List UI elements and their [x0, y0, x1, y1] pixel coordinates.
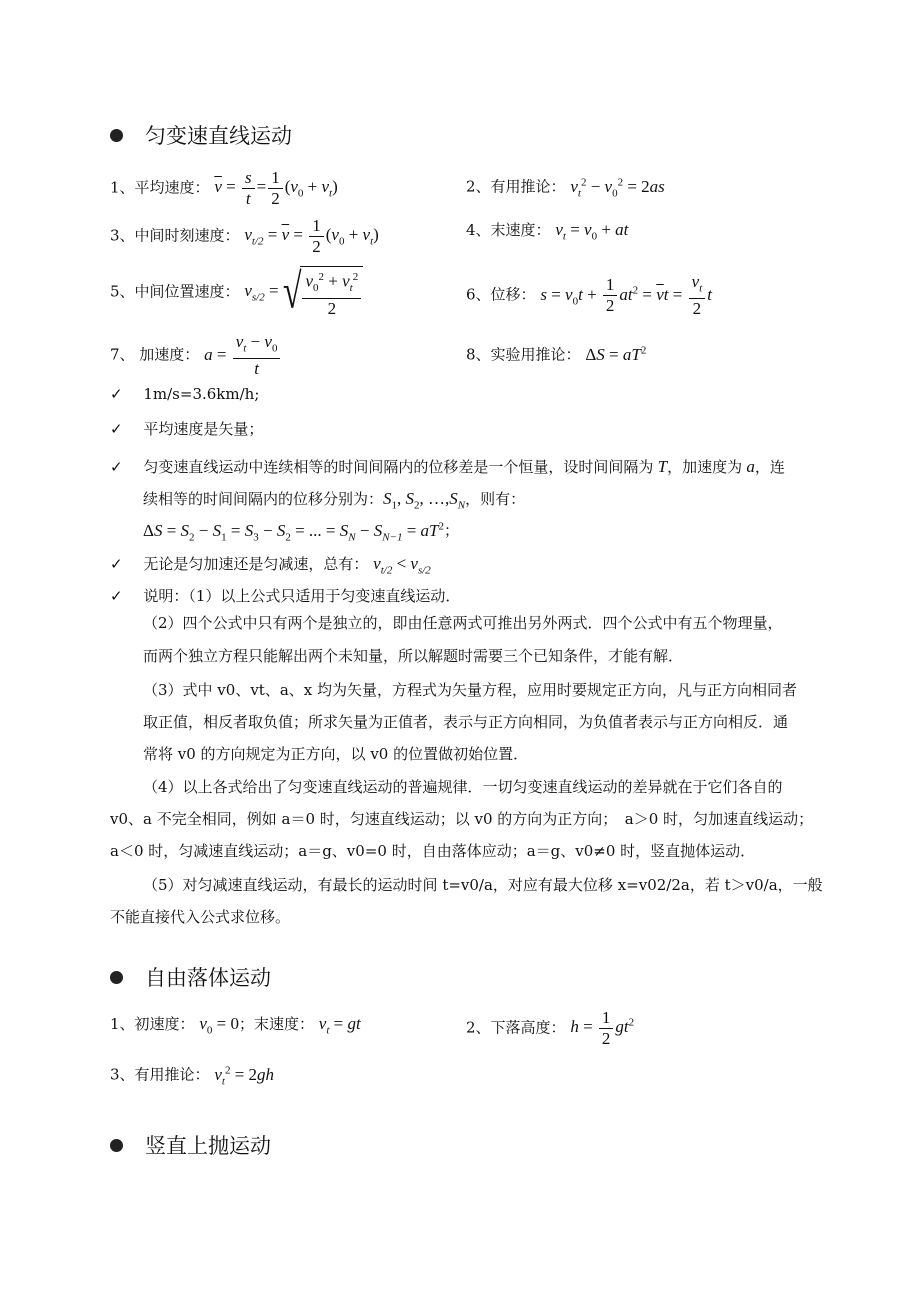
check-item-continued: 续相等的时间间隔内的位移分别为：$S_1$, $S_2$, $\dots,S_N$，则有： [143, 489, 526, 512]
bullet-icon [110, 971, 123, 984]
formula-label: 3、中间时刻速度： [110, 226, 240, 245]
note-line: a＜0 时，匀减速直线运动；a＝g、v0=0 时，自由落体应动；a＝g、v0≠0 时，竖直抛体运动． [110, 842, 756, 860]
section-heading [110, 1130, 271, 1160]
formula-label: 7、 加速度： [110, 345, 200, 364]
section-title: 自由落体运动 [145, 966, 271, 990]
checkmark-icon: ✓ [110, 385, 123, 403]
section-heading [110, 962, 271, 992]
bullet-icon [110, 129, 123, 142]
check-item: ✓ 说明：（1）以上公式只适用于匀变速直线运动． [110, 587, 461, 605]
check-item: ✓ 无论是匀加速还是匀减速，总有： $v_{t/2} < v_{s/2}$ [110, 554, 431, 577]
formula-label: 6、位移： [466, 285, 536, 304]
formula-average-velocity: 1、平均速度： $\overline{v}$ = $\frac{s}{t}$ = $\frac{1}{2}$ $(v_0 + v_t)$ [110, 168, 338, 208]
checkmark-icon: ✓ [110, 587, 123, 605]
formula-final-velocity: 4、末速度： $v_t = v_0$ + at [466, 220, 629, 243]
note-line: （2）四个公式中只有两个是独立的，即由任意两式可推出另外两式．四个公式中有五个物理量， [143, 614, 783, 632]
note-line: 取正值，相反者取负值；所求矢量为正值者，表示与正方向相同，为负值者表示与正方向相反．通 [143, 713, 789, 731]
section-heading [110, 120, 292, 150]
checkmark-icon: ✓ [110, 458, 123, 476]
check-item: ✓ 平均速度是矢量； [110, 420, 264, 438]
formula-displacement: 6、位移： $s = v_0t$ + $\frac{1}{2}$ $at^2 = \overline{v}t$ = $\frac{v_t}{2}$ t [466, 272, 712, 319]
formula-label: 8、实验用推论： [466, 345, 581, 364]
bullet-icon [110, 1139, 123, 1152]
check-item: ✓ 匀变速直线运动中连续相等的时间间隔内的位移差是一个恒量，设时间间隔为 T，加速度为 a，连 [110, 457, 785, 476]
formula-freefall-inference: 3、有用推论： $v_t^2 = 2gh$ [110, 1064, 275, 1088]
note-line: 常将 v0 的方向规定为正方向，以 v0 的位置做初始位置． [143, 745, 529, 763]
note-line: （3）式中 v0、vt、a、x 均为矢量，方程式为矢量方程，应用时要规定正方向，凡与正方向相同者 [143, 681, 798, 699]
formula-label: 5、中间位置速度： [110, 282, 240, 301]
formula-initial-final-velocity: 1、初速度： $v_0 = 0$；末速度： $v_t$ = gt [110, 1014, 361, 1037]
note-line: 而两个独立方程只能解出两个未知量，所以解题时需要三个已知条件，才能有解． [143, 647, 684, 665]
formula-useful-inference: 2、有用推论： $v_t^2 - v_0^2 = 2as$ [466, 176, 665, 200]
formula-difference-chain: $\Delta S = S_2 - S_1 = S_3 - S_2$ = ... = $S_N - S_{N-1} = aT^2$； [143, 520, 460, 544]
note-line: （4）以上各式给出了匀变速直线运动的普遍规律．一切匀变速直线运动的差异就在于它们各自的 [143, 778, 783, 796]
formula-fall-height: 2、下落高度： h = $\frac{1}{2}$ $gt^2$ [466, 1008, 635, 1048]
formula-mid-time-velocity: 3、中间时刻速度： $v_{t/2} = \overline{v}$ = $\frac{1}{2}$ $(v_0 + v_t)$ [110, 216, 379, 256]
checkmark-icon: ✓ [110, 555, 123, 573]
check-item: ✓ 1m/s=3.6km/h; [110, 385, 260, 403]
formula-mid-position-velocity: 5、中间位置速度： $v_{s/2}$ = √ $\frac{v_0^2 + v_t^2}{2}$ [110, 266, 363, 319]
section-title: 匀变速直线运动 [145, 124, 292, 148]
checkmark-icon: ✓ [110, 420, 123, 438]
formula-label: 4、末速度： [466, 221, 551, 239]
note-line: 不能直接代入公式求位移。 [110, 908, 291, 926]
note-line: （5）对匀减速直线运动，有最长的运动时间 t=v0/a，对应有最大位移 x=v02/2a，若 t＞v0/a，一般 [143, 876, 823, 894]
formula-acceleration: 7、 加速度： a = $\frac{v_t - v_0}{t}$ [110, 332, 282, 379]
formula-label: 1、平均速度： [110, 178, 210, 197]
formula-experiment-inference: 8、实验用推论： $\Delta S = aT^2$ [466, 344, 647, 364]
note-line: v0、a 不完全相同，例如 a＝0 时，匀速直线运动；以 v0 的方向为正方向； a＞0 时，匀加速直线运动； [110, 810, 814, 828]
formula-label: 2、有用推论： [466, 177, 566, 196]
section-title: 竖直上抛运动 [145, 1134, 271, 1158]
